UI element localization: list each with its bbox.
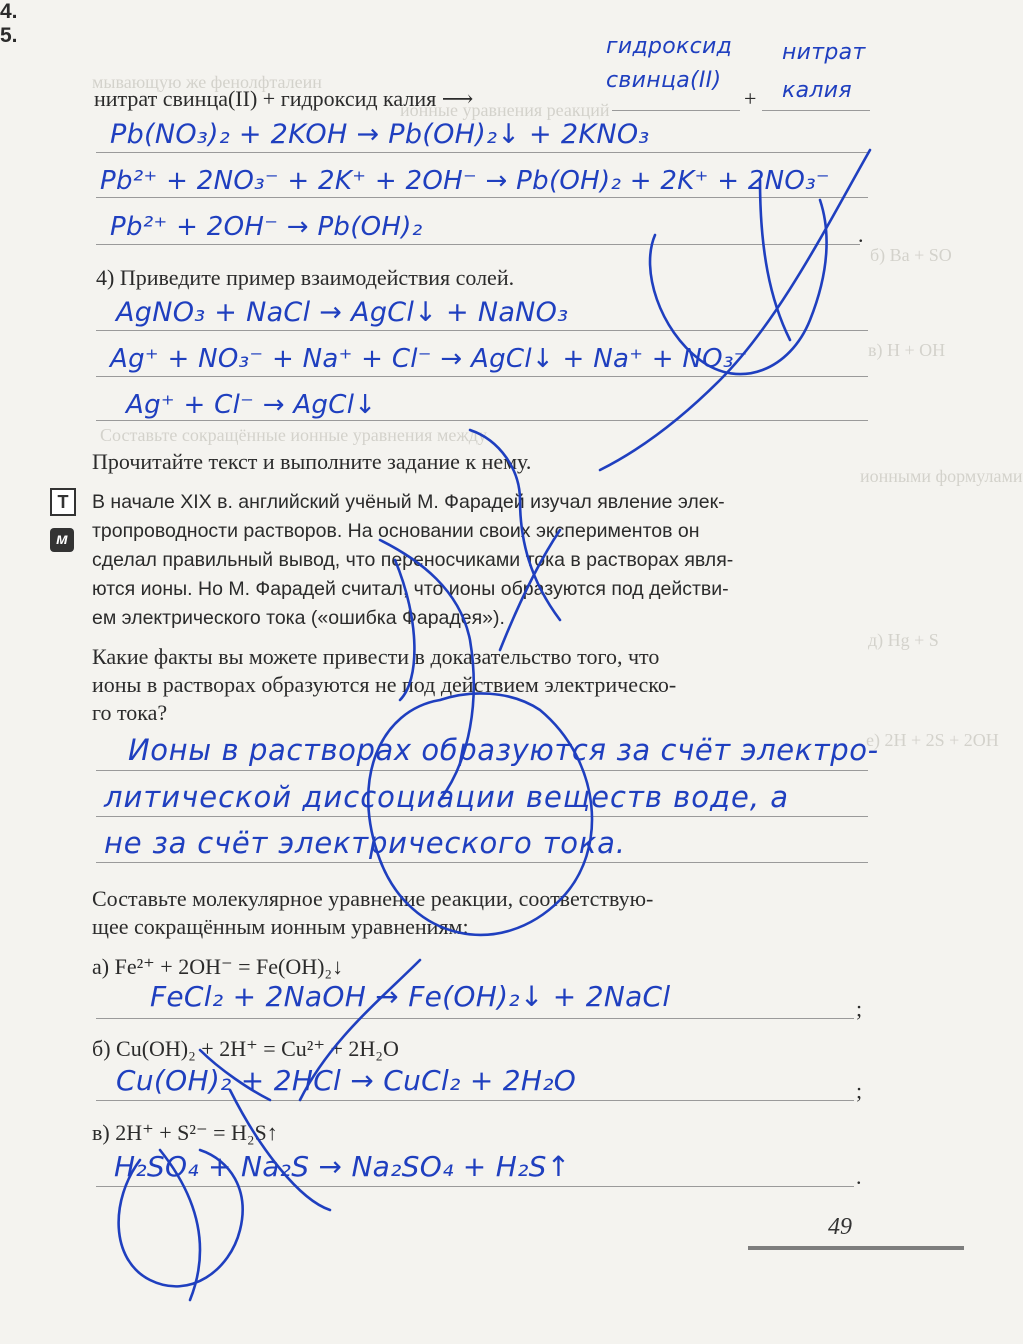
task-text-line: тропроводности растворов. На основании своих экспериментов он (92, 520, 700, 542)
question-line: Какие факты вы можете привести в доказательство того, что (92, 644, 660, 669)
task-title: Составьте молекулярное уравнение реакции, соответствую- (92, 886, 654, 911)
handwritten-equation: FeCl₂ + 2NaOH → Fe(OH)₂↓ + 2NaCl (150, 980, 671, 1013)
handwritten-answer: Ионы в растворах образуются за счёт электро- (128, 733, 879, 767)
answer-line (96, 1100, 854, 1101)
handwritten-blank-1: гидроксид свинца(II) (606, 34, 733, 93)
line-end-mark: ; (856, 1078, 863, 1103)
page-number: 49 (828, 1214, 852, 1240)
handwritten-equation: Pb²⁺ + 2NO₃⁻ + 2K⁺ + 2OH⁻ → Pb(OH)₂ + 2K⁺ + 2NO₃⁻ (100, 166, 830, 196)
page-number-rule (748, 1246, 964, 1250)
handwritten-answer: не за счёт электрического тока. (104, 826, 626, 860)
reaction-prompt: нитрат свинца(II) + гидроксид калия ⟶ (94, 86, 474, 111)
bleed-through-text: ионными формулами (860, 466, 1023, 486)
answer-line (96, 244, 860, 245)
handwritten-equation: Pb²⁺ + 2OH⁻ → Pb(OH)₂ (110, 212, 423, 242)
line-end-mark: . (856, 1164, 862, 1189)
blank-line (612, 110, 740, 111)
answer-line (96, 330, 868, 331)
handwritten-equation: Ag⁺ + Cl⁻ → AgCl↓ (126, 390, 377, 420)
task-title: щее сокращённым ионным уравнениям: (92, 914, 469, 939)
answer-line (96, 862, 868, 863)
answer-line (96, 197, 868, 198)
answer-line (96, 770, 868, 771)
meta-subject-icon: м (50, 528, 74, 552)
bleed-through-text: мывающую же фенолфталеин (92, 72, 322, 92)
line-end-mark: . (858, 222, 864, 247)
subtask-prompt: 4) Приведите пример взаимодействия солей. (96, 265, 515, 290)
task-text-line: ем электрического тока («ошибка Фарадея»). (92, 607, 505, 629)
ionic-equation-label: б) Cu(OH)₂ + 2H⁺ = Cu²⁺ + 2H₂O (92, 1036, 399, 1061)
answer-line (96, 816, 868, 817)
text-icon: T (50, 488, 76, 516)
task-text-line: В начале XIX в. английский учёный М. Фарадей изучал явление элек- (92, 491, 725, 513)
bleed-through-text: б) Ba + SO (870, 245, 952, 265)
handwritten-equation: Cu(OH)₂ + 2HCl → CuCl₂ + 2H₂O (116, 1064, 577, 1097)
answer-line (96, 420, 868, 421)
plus-sign: + (744, 86, 757, 111)
blank-line (762, 110, 870, 111)
task-number: 4. (0, 0, 18, 23)
bleed-through-text: е) 2H + 2S + 2OH (866, 730, 999, 750)
ionic-equation-label: а) Fe²⁺ + 2OH⁻ = Fe(OH)₂↓ (92, 954, 344, 979)
question-line: ионы в растворах образуются не под действием электрическо- (92, 672, 677, 697)
answer-line (96, 1018, 854, 1019)
handwritten-equation: Ag⁺ + NO₃⁻ + Na⁺ + Cl⁻ → AgCl↓ + Na⁺ + NO₃⁻ (110, 344, 748, 374)
task-text-line: ются ионы. Но М. Фарадей считал, что ионы образуются под действи- (92, 578, 729, 600)
answer-line (96, 152, 868, 153)
ionic-equation-label: в) 2H⁺ + S²⁻ = H₂S↑ (92, 1120, 278, 1145)
task-title: Прочитайте текст и выполните задание к нему. (92, 449, 532, 474)
answer-line (96, 1186, 854, 1187)
task-number: 5. (0, 24, 18, 47)
bleed-through-text: в) H + OH (868, 340, 946, 360)
handwritten-answer: литической диссоциации веществ воде, а (104, 780, 790, 814)
handwritten-blank-2: нитрат калия (782, 40, 866, 103)
bleed-through-text: ионные уравнения реакций (400, 100, 610, 120)
handwritten-equation: AgNO₃ + NaCl → AgCl↓ + NaNO₃ (116, 297, 569, 328)
bleed-through-text: д) Hg + S (868, 630, 939, 650)
bleed-through-text: Составьте сокращённые ионные уравнения между (100, 425, 487, 445)
handwritten-equation: Pb(NO₃)₂ + 2KOH → Pb(OH)₂↓ + 2KNO₃ (110, 119, 650, 150)
answer-line (96, 376, 868, 377)
line-end-mark: ; (856, 996, 863, 1021)
question-line: го тока? (92, 700, 168, 725)
task-text-line: сделал правильный вывод, что переносчиками тока в растворах явля- (92, 549, 734, 571)
handwritten-equation: H₂SO₄ + Na₂S → Na₂SO₄ + H₂S↑ (114, 1150, 571, 1183)
